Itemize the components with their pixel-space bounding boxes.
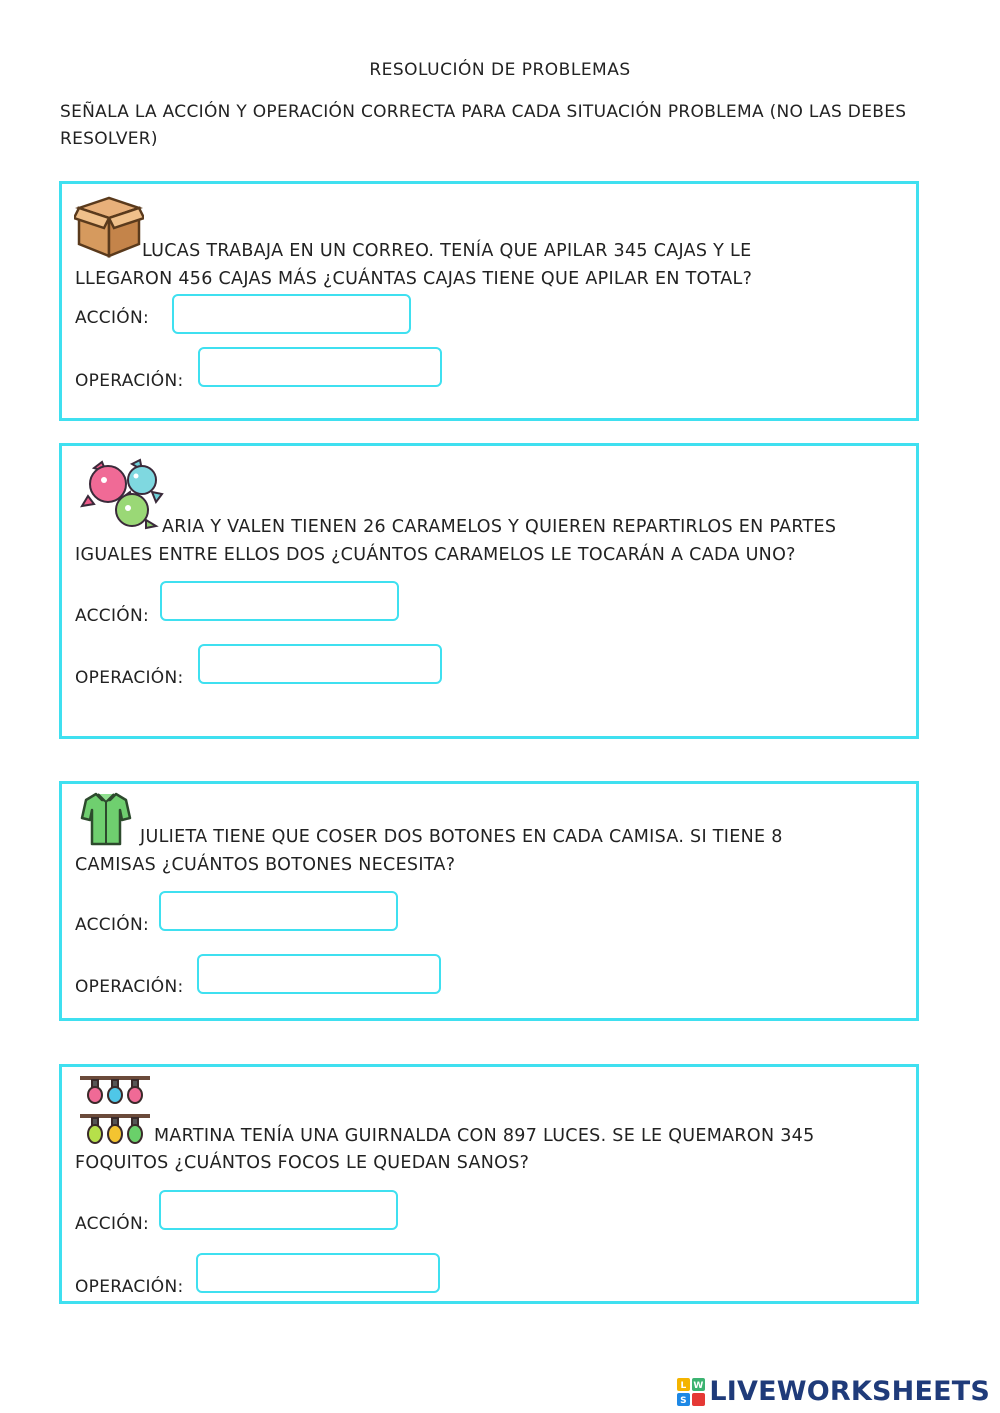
brand-name: LIVEWORKSHEETS	[709, 1376, 990, 1407]
problem-text-line2: LLEGARON 456 CAJAS MÁS ¿CUÁNTAS CAJAS TIENE QUE APILAR EN TOTAL?	[75, 269, 753, 289]
problem-card-1	[59, 181, 919, 421]
problem-text-line2: IGUALES ENTRE ELLOS DOS ¿CUÁNTOS CARAMELOS LE TOCARÁN A CADA UNO?	[75, 545, 796, 565]
action-input[interactable]	[159, 1190, 398, 1230]
action-label: ACCIÓN:	[75, 1214, 150, 1234]
instructions: SEÑALA LA ACCIÓN Y OPERACIÓN CORRECTA PARA CADA SITUACIÓN PROBLEMA (NO LAS DEBES RESOLVER)	[60, 102, 907, 149]
candies-icon	[80, 458, 166, 530]
problem-card-4	[59, 1064, 919, 1304]
problem-text-line1: ARIA Y VALEN TIENEN 26 CARAMELOS Y QUIEREN REPARTIRLOS EN PARTES	[162, 517, 837, 537]
operation-input[interactable]	[197, 954, 441, 994]
problem-text-line2: CAMISAS ¿CUÁNTOS BOTONES NECESITA?	[75, 855, 456, 875]
operation-label: OPERACIÓN:	[75, 371, 184, 391]
problem-text-line2: FOQUITOS ¿CUÁNTOS FOCOS LE QUEDAN SANOS?	[75, 1153, 530, 1173]
shirt-icon	[80, 790, 132, 846]
box-icon	[74, 190, 144, 260]
operation-input[interactable]	[198, 347, 442, 387]
operation-label: OPERACIÓN:	[75, 977, 184, 997]
liveworksheets-logo-icon	[677, 1378, 705, 1406]
operation-input[interactable]	[196, 1253, 440, 1293]
page-title: RESOLUCIÓN DE PROBLEMAS	[369, 60, 631, 80]
liveworksheets-brand	[677, 1376, 990, 1407]
action-input[interactable]	[159, 891, 398, 931]
problem-card-3	[59, 781, 919, 1021]
action-label: ACCIÓN:	[75, 606, 150, 626]
action-input[interactable]	[160, 581, 399, 621]
operation-label: OPERACIÓN:	[75, 668, 184, 688]
problem-card-2	[59, 443, 919, 739]
garland-lights-icon	[78, 1073, 154, 1151]
operation-input[interactable]	[198, 644, 442, 684]
svg-text:S: S	[680, 1395, 688, 1406]
operation-label: OPERACIÓN:	[75, 1277, 184, 1297]
action-input[interactable]	[172, 294, 411, 334]
svg-text:W: W	[693, 1380, 704, 1391]
problem-text-line1: JULIETA TIENE QUE COSER DOS BOTONES EN CADA CAMISA. SI TIENE 8	[140, 827, 783, 847]
action-label: ACCIÓN:	[75, 308, 150, 328]
problem-text-line1: MARTINA TENÍA UNA GUIRNALDA CON 897 LUCES. SE LE QUEMARON 345	[154, 1126, 815, 1146]
problem-text-line1: LUCAS TRABAJA EN UN CORREO. TENÍA QUE APILAR 345 CAJAS Y LE	[142, 241, 752, 261]
action-label: ACCIÓN:	[75, 915, 150, 935]
svg-text:L: L	[680, 1380, 687, 1391]
